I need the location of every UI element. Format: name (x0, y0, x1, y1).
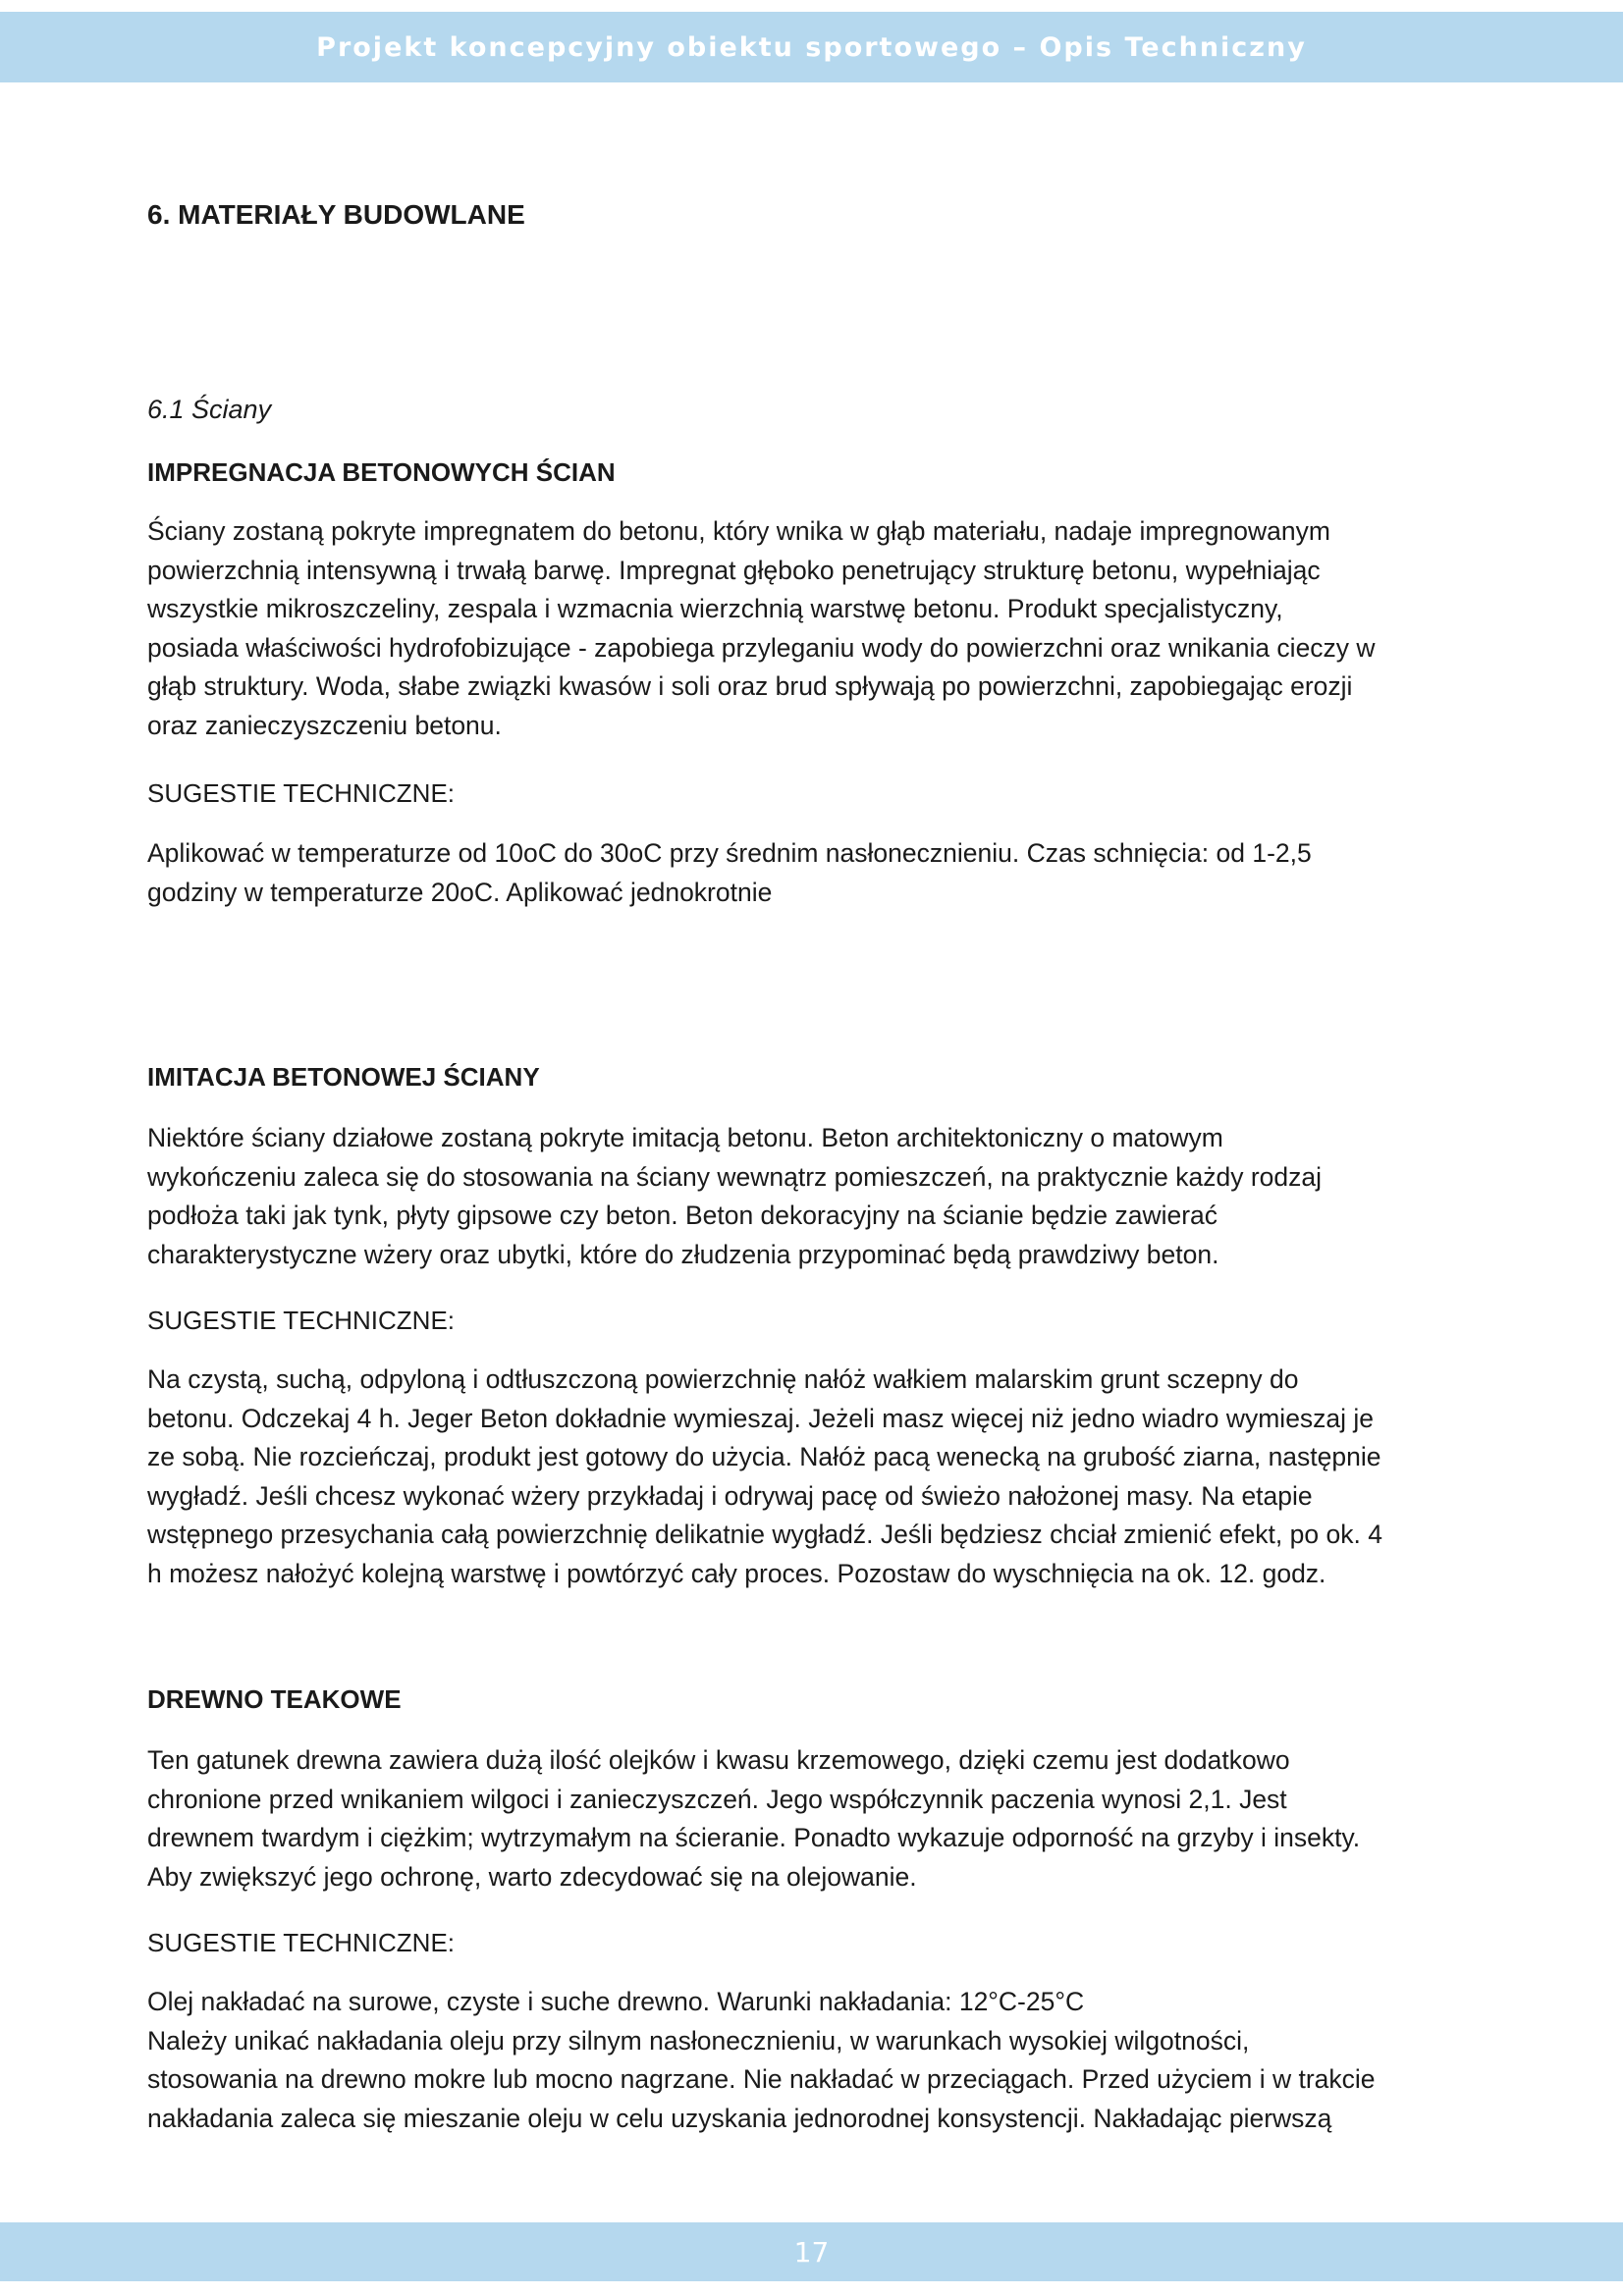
text-line: stosowania na drewno mokre lub mocno nagrzane. Nie nakładać w przeciągach. Przed użyciem i w trakcie (147, 2064, 1376, 2095)
section-description-drewno (147, 1741, 1360, 1896)
chapter-title: 6. MATERIAŁY BUDOWLANE (147, 199, 525, 230)
text-line: wstępnego przesychania całą powierzchnię delikatnie wygładź. Jeśli będziesz chciał zmienić efekt, po ok. 4 (147, 1520, 1382, 1550)
text-line: Na czystą, suchą, odpyloną i odtłuszczoną powierzchnię nałóż wałkiem malarskim grunt sczepny do (147, 1364, 1299, 1394)
text-line: drewnem twardym i ciężkim; wytrzymałym na ścieranie. Ponadto wykazuje odporność na grzyby i insekty. (147, 1823, 1361, 1853)
text-line: godziny w temperaturze 20oC. Aplikować jednokrotnie (147, 877, 773, 907)
text-line: powierzchnią intensywną i trwałą barwę. Impregnat głęboko penetrujący strukturę betonu, wypełniając (147, 555, 1321, 585)
section-description-impregnacja (147, 512, 1376, 746)
text-line: Aplikować w temperaturze od 10oC do 30oC przy średnim nasłonecznieniu. Czas schnięcia: od 1-2,5 (147, 838, 1312, 868)
page-number: 17 (793, 2235, 830, 2269)
text-line: h możesz nałożyć kolejną warstwę i powtórzyć cały proces. Pozostaw do wyschnięcia na ok. 12. godz. (147, 1558, 1326, 1588)
text-line: chronione przed wnikaniem wilgoci i zanieczyszczeń. Jego współczynnik paczenia wynosi 2,1. Jest (147, 1784, 1287, 1814)
subsection-title: 6.1 Ściany (147, 395, 272, 424)
text-line: oraz zanieczyszczeniu betonu. (147, 710, 502, 740)
tech-suggestions-imitacja (147, 1361, 1382, 1594)
tech-suggestions-drewno (147, 1983, 1376, 2138)
text-line: Ściany zostaną pokryte impregnatem do betonu, który wnika w głąb materiału, nadaje impregnowanym (147, 516, 1330, 546)
text-line: Olej nakładać na surowe, czyste i suche drewno. Warunki nakładania: 12°C-25°C (147, 1987, 1085, 2016)
document-title: Projekt koncepcyjny obiektu sportowego – Opis Techniczny (316, 31, 1307, 63)
text-line: charakterystyczne wżery oraz ubytki, które do złudzenia przypominać będą prawdziwy beton. (147, 1239, 1219, 1269)
tech-suggestions-label: SUGESTIE TECHNICZNE: (147, 778, 456, 808)
text-line: Należy unikać nakładania oleju przy silnym nasłonecznieniu, w warunkach wysokiej wilgotności, (147, 2025, 1250, 2056)
section-heading-drewno: DREWNO TEAKOWE (147, 1684, 402, 1714)
text-line: wszystkie mikroszczeliny, zespala i wzmacnia wierzchnią warstwę betonu. Produkt specjalistyczny, (147, 594, 1283, 624)
tech-suggestions-impregnacja (147, 834, 1312, 912)
section-heading-impregnacja: IMPREGNACJA BETONOWYCH ŚCIAN (147, 457, 616, 487)
page-header (0, 12, 1623, 82)
text-line: Aby zwiększyć jego ochronę, warto zdecydować się na olejowanie. (147, 1861, 917, 1892)
text-line: nakładania zaleca się mieszanie oleju w celu uzyskania jednorodnej konsystencji. Nakładając pierwszą (147, 2103, 1332, 2133)
text-line: wygładź. Jeśli chcesz wykonać wżery przykładaj i odrywaj pacę od świeżo nałożonej masy. Na etapie (147, 1480, 1313, 1511)
text-line: posiada właściwości hydrofobizujące - zapobiega przyleganiu wody do powierzchni oraz wnikania cieczy w (147, 632, 1376, 663)
section-description-imitacja (147, 1119, 1322, 1274)
text-line: betonu. Odczekaj 4 h. Jeger Beton dokładnie wymieszaj. Jeżeli masz więcej niż jedno wiadro wymieszaj je (147, 1403, 1375, 1433)
text-line: Niektóre ściany działowe zostaną pokryte imitacją betonu. Beton architektoniczny o matowym (147, 1123, 1223, 1152)
text-line: ze sobą. Nie rozcieńczaj, produkt jest gotowy do użycia. Nałóż pacą wenecką na grubość ziarna, następnie (147, 1442, 1381, 1472)
page-footer (0, 2222, 1623, 2281)
text-line: Ten gatunek drewna zawiera dużą ilość olejków i kwasu krzemowego, dzięki czemu jest dodatkowo (147, 1745, 1290, 1775)
tech-suggestions-label: SUGESTIE TECHNICZNE: (147, 1928, 456, 1957)
tech-suggestions-label: SUGESTIE TECHNICZNE: (147, 1306, 456, 1335)
text-line: podłoża taki jak tynk, płyty gipsowe czy beton. Beton dekoracyjny na ścianie będzie zawierać (147, 1201, 1218, 1231)
section-heading-imitacja: IMITACJA BETONOWEJ ŚCIANY (147, 1062, 540, 1092)
text-line: głąb struktury. Woda, słabe związki kwasów i soli oraz brud spływają po powierzchni, zapobiegając erozji (147, 671, 1353, 702)
text-line: wykończeniu zaleca się do stosowania na ściany wewnątrz pomieszczeń, na praktycznie każdy rodzaj (147, 1161, 1323, 1192)
